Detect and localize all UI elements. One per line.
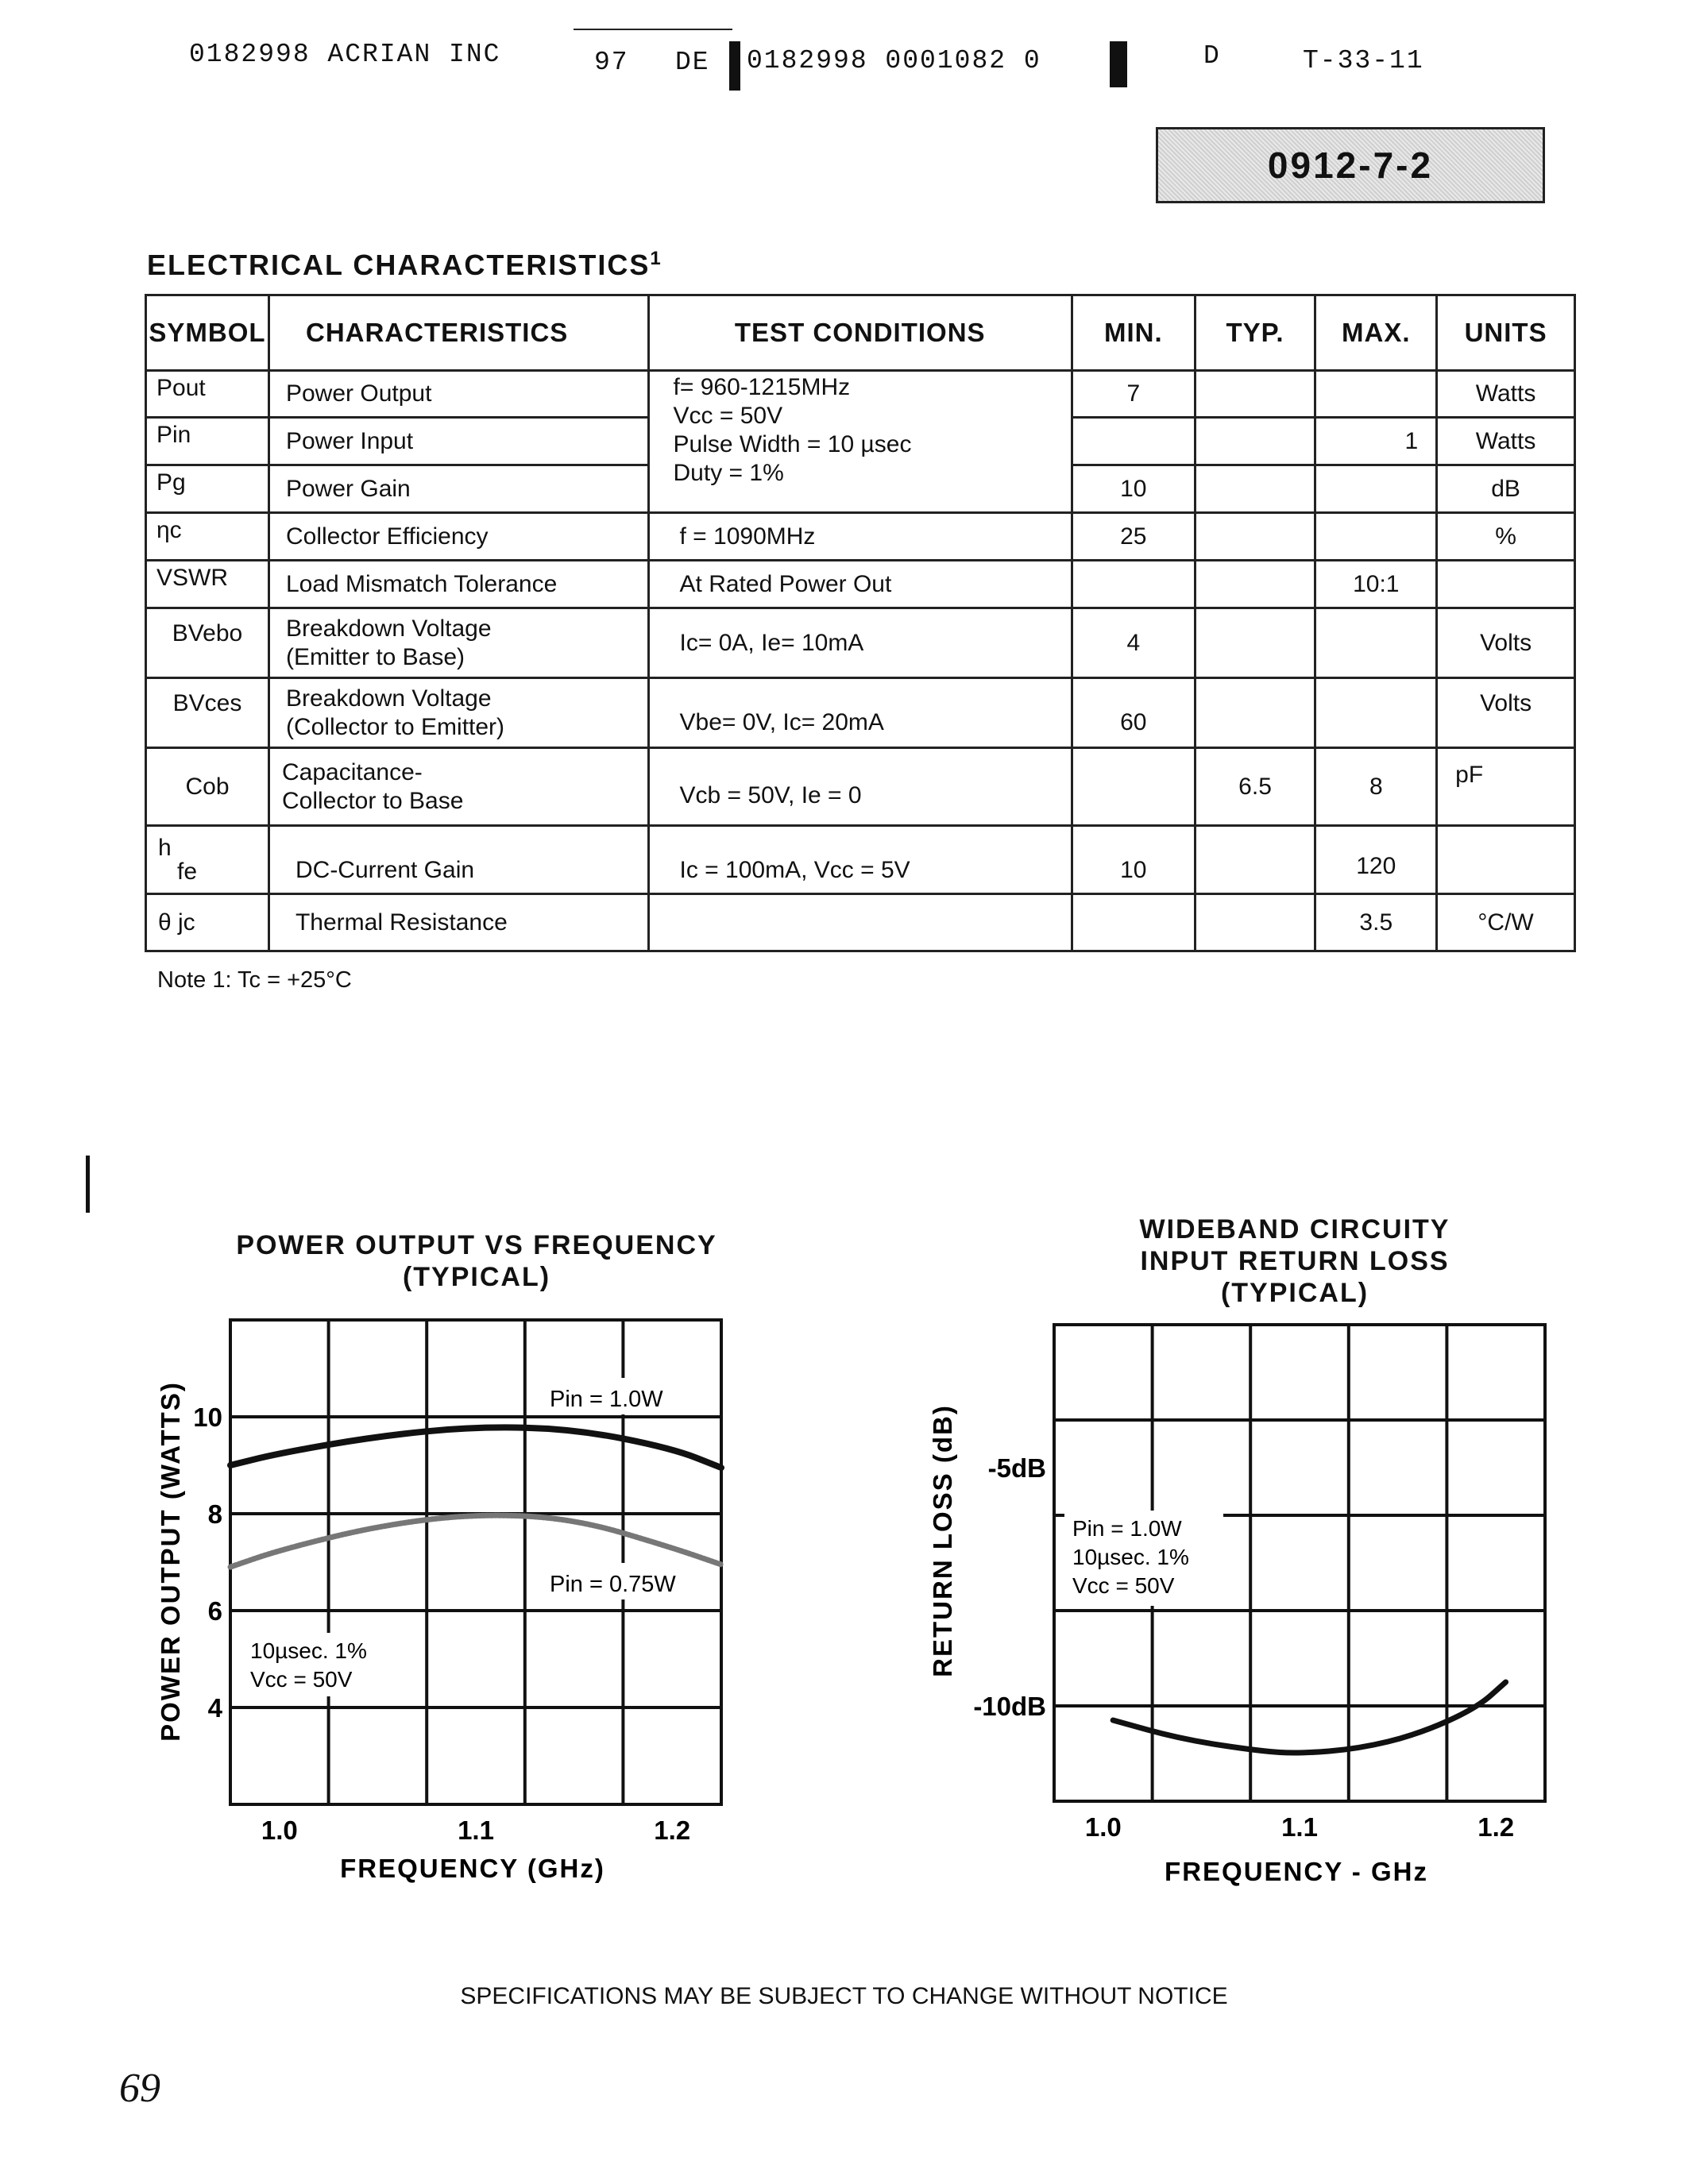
- characteristic-cell: Power Input: [268, 418, 648, 465]
- col-header: SYMBOL: [146, 295, 269, 371]
- units-cell: Watts: [1437, 371, 1575, 418]
- header-doc-number: 0182998 0001082 0: [747, 46, 1041, 75]
- chart2-title: WIDEBAND CIRCUITY: [1139, 1214, 1450, 1244]
- table-row: [146, 748, 1575, 826]
- symbol-h: h: [158, 834, 172, 861]
- symbol-cell: Pg: [146, 465, 269, 513]
- symbol-cell: Pout: [146, 371, 269, 418]
- condition-line: Pulse Width = 10 µsec: [673, 431, 912, 457]
- characteristic-cell: Power Output: [268, 371, 648, 418]
- typ-cell: [1195, 513, 1315, 561]
- x-tick-label: 1.2: [654, 1815, 691, 1845]
- characteristic-cell: Load Mismatch Tolerance: [268, 561, 648, 608]
- characteristic-cell: [268, 608, 648, 678]
- condition-cell: Ic = 100mA, Vcc = 5V: [648, 826, 1072, 894]
- units-cell: [1437, 561, 1575, 608]
- condition-cell: [648, 894, 1072, 951]
- chart2-annotation-1: Pin = 1.0W: [1072, 1516, 1182, 1541]
- col-header: CHARACTERISTICS: [268, 295, 648, 371]
- units-cell: °C/W: [1437, 894, 1575, 951]
- margin-bar: [86, 1156, 90, 1213]
- header-rule: [574, 29, 732, 30]
- units-cell: Volts: [1437, 678, 1575, 748]
- table-row: [146, 894, 1575, 951]
- units-cell: pF: [1437, 748, 1575, 826]
- section-title: ELECTRICAL CHARACTERISTICS$^1$: [147, 248, 662, 281]
- units-cell: [1437, 826, 1575, 894]
- characteristic-cell: DC-Current Gain: [268, 826, 648, 894]
- min-cell: [1072, 894, 1195, 951]
- return-loss-chart: [914, 1302, 1613, 1906]
- typ-cell: [1195, 826, 1315, 894]
- typ-cell: [1195, 561, 1315, 608]
- characteristic-cell: [268, 678, 648, 748]
- chart1-ticks: [193, 1403, 690, 1845]
- min-cell: 10: [1072, 465, 1195, 513]
- characteristic-cell: Power Gain: [268, 465, 648, 513]
- power-output-chart: [135, 1302, 771, 1906]
- min-cell: 10: [1072, 826, 1195, 894]
- y-tick-label: -10dB: [973, 1692, 1046, 1721]
- series-line: [230, 1427, 721, 1468]
- symbol-cell: BVebo: [146, 608, 269, 678]
- table-row: [146, 561, 1575, 608]
- characteristic-cell: [268, 748, 648, 826]
- chart1-title-block: [159, 1229, 794, 1293]
- typ-cell: [1195, 465, 1315, 513]
- footer-notice: SPECIFICATIONS MAY BE SUBJECT TO CHANGE WITHOUT NOTICE: [460, 1983, 1228, 2009]
- min-cell: 60: [1072, 678, 1195, 748]
- chart1-xlabel: FREQUENCY (GHz): [340, 1854, 605, 1883]
- header-de: DE: [675, 48, 710, 77]
- max-cell: [1315, 465, 1437, 513]
- symbol-cell: Pin: [146, 418, 269, 465]
- characteristic-line: Breakdown Voltage: [285, 615, 492, 642]
- condition-line: f= 960-1215MHz: [673, 374, 851, 400]
- characteristic-line: (Collector to Emitter): [285, 713, 505, 740]
- chart1-ylabel: POWER OUTPUT (WATTS): [156, 1381, 185, 1742]
- symbol-fe: fe: [177, 858, 198, 885]
- max-cell: 10:1: [1315, 561, 1437, 608]
- chart1-annotation-1: 10µsec. 1%: [250, 1638, 367, 1663]
- y-tick-label: 8: [207, 1499, 222, 1529]
- part-number-box: 0912-7-2: [1156, 127, 1545, 203]
- max-cell: [1315, 678, 1437, 748]
- grouped-conditions-cell: [648, 371, 1072, 513]
- condition-cell: At Rated Power Out: [648, 561, 1072, 608]
- col-header: MIN.: [1072, 295, 1195, 371]
- y-tick-label: 6: [207, 1596, 222, 1626]
- characteristic-cell: Thermal Resistance: [268, 894, 648, 951]
- characteristic-cell: Collector Efficiency: [268, 513, 648, 561]
- characteristic-line: Capacitance-: [281, 758, 423, 785]
- typ-cell: [1195, 608, 1315, 678]
- typ-cell: [1195, 894, 1315, 951]
- units-cell: Watts: [1437, 418, 1575, 465]
- table-row: [146, 678, 1575, 748]
- chart2-annotation-3: Vcc = 50V: [1072, 1573, 1175, 1598]
- col-header: TYP.: [1195, 295, 1315, 371]
- units-cell: %: [1437, 513, 1575, 561]
- characteristic-line: (Emitter to Base): [285, 643, 465, 670]
- header-block-mark: [729, 41, 740, 91]
- max-cell: [1315, 513, 1437, 561]
- table-note: Note 1: Tc = +25°C: [157, 967, 352, 993]
- condition-cell: Vcb = 50V, Ie = 0: [648, 748, 1072, 826]
- typ-cell: [1195, 418, 1315, 465]
- characteristic-line: Collector to Base: [281, 787, 464, 814]
- table-row: [146, 371, 1575, 418]
- y-tick-label: -5dB: [987, 1453, 1046, 1483]
- condition-line: Vcc = 50V: [673, 403, 783, 429]
- min-cell: 4: [1072, 608, 1195, 678]
- chart1-title: POWER OUTPUT VS FREQUENCY: [236, 1230, 717, 1260]
- symbol-cell: ηc: [146, 513, 269, 561]
- min-cell: [1072, 418, 1195, 465]
- symbol-cell: Cob: [146, 748, 269, 826]
- table-row: [146, 826, 1575, 894]
- units-cell: Volts: [1437, 608, 1575, 678]
- chart2-subtitle2: (TYPICAL): [1220, 1278, 1369, 1308]
- min-cell: [1072, 748, 1195, 826]
- chart2-xlabel: FREQUENCY - GHz: [1165, 1857, 1428, 1886]
- max-cell: 8: [1315, 748, 1437, 826]
- electrical-characteristics-table: [145, 294, 1576, 952]
- condition-cell: Vbe= 0V, Ic= 20mA: [648, 678, 1072, 748]
- min-cell: 25: [1072, 513, 1195, 561]
- condition-cell: f = 1090MHz: [648, 513, 1072, 561]
- symbol-cell: VSWR: [146, 561, 269, 608]
- x-tick-label: 1.1: [458, 1815, 494, 1845]
- x-tick-label: 1.0: [261, 1815, 298, 1845]
- col-header: UNITS: [1437, 295, 1575, 371]
- x-tick-label: 1.1: [1281, 1812, 1318, 1842]
- symbol-cell: BVces: [146, 678, 269, 748]
- handwritten-mark: 69: [119, 2066, 160, 2111]
- table-row: [146, 608, 1575, 678]
- table-row: [146, 513, 1575, 561]
- chart2-annotation-2: 10µsec. 1%: [1072, 1545, 1189, 1569]
- condition-cell: Ic= 0A, Ie= 10mA: [648, 608, 1072, 678]
- units-cell: dB: [1437, 465, 1575, 513]
- header-ref: T-33-11: [1303, 46, 1424, 75]
- header-code: 97: [594, 48, 629, 77]
- max-cell: 120: [1315, 826, 1437, 894]
- col-header: MAX.: [1315, 295, 1437, 371]
- max-cell: [1315, 608, 1437, 678]
- table-header-row: [146, 295, 1575, 371]
- typ-cell: 6.5: [1195, 748, 1315, 826]
- min-cell: [1072, 561, 1195, 608]
- condition-line: Duty = 1%: [673, 460, 784, 486]
- chart1-annotation-2: Vcc = 50V: [250, 1667, 353, 1692]
- header-company: 0182998 ACRIAN INC: [189, 40, 501, 69]
- header-block-mark-2: [1110, 41, 1127, 87]
- chart2-ylabel: RETURN LOSS (dB): [928, 1404, 957, 1677]
- y-tick-label: 4: [207, 1693, 222, 1723]
- chart1-series-label-2: Pin = 0.75W: [550, 1572, 676, 1597]
- chart2-subtitle: INPUT RETURN LOSS: [1140, 1246, 1450, 1276]
- max-cell: [1315, 371, 1437, 418]
- x-tick-label: 1.2: [1477, 1812, 1515, 1842]
- max-cell: 3.5: [1315, 894, 1437, 951]
- col-header: TEST CONDITIONS: [648, 295, 1072, 371]
- series-line: [230, 1515, 721, 1567]
- max-cell: 1: [1315, 418, 1437, 465]
- header-d: D: [1203, 41, 1221, 71]
- chart1-series-label-1: Pin = 1.0W: [550, 1387, 663, 1412]
- x-tick-label: 1.0: [1084, 1812, 1122, 1842]
- typ-cell: [1195, 678, 1315, 748]
- chart1-series-group: [230, 1427, 721, 1567]
- symbol-cell: θ jc: [146, 894, 269, 951]
- min-cell: 7: [1072, 371, 1195, 418]
- chart2-title-block: [977, 1214, 1613, 1309]
- y-tick-label: 10: [193, 1403, 222, 1432]
- symbol-cell: [146, 826, 269, 894]
- typ-cell: [1195, 371, 1315, 418]
- chart1-subtitle: (TYPICAL): [402, 1262, 551, 1292]
- characteristic-line: Breakdown Voltage: [285, 685, 492, 712]
